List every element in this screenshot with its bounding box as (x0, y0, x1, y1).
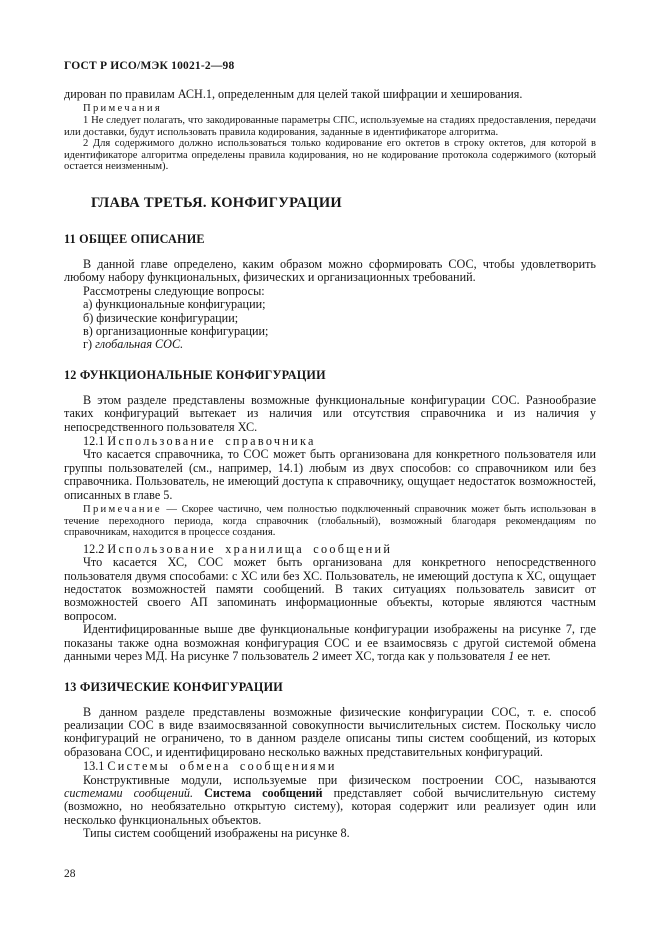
subsection-12-1-number: 12.1 (83, 434, 105, 449)
section-12-heading: 12 ФУНКЦИОНАЛЬНЫЕ КОНФИГУРАЦИИ (64, 367, 326, 382)
p13-part1: Конструктивные модули, используемые при физическом построении СОС, называются (83, 772, 596, 787)
subsection-12-1-paragraph: Что касается справочника, то СОС может быть организована для конкретного пользователя или группы пользователей (см., например, 14.1) любым из двух способов: со справочником или без справочника. Пользователь, не имеющий доступа к справочнику, ощущает недостаток возможностей, описанных в главе 5. (64, 447, 596, 502)
page-content (64, 60, 596, 841)
note-2: 2 Для содержимого должно использоваться только кодирование его октетов в строку октетов, для которой в идентификаторе алгоритма определены правила кодирования, но не кодирование протокола содержимого (который остается неизменным). (64, 138, 596, 173)
p2-part2: имеет ХС, тогда как у пользователя (318, 649, 509, 664)
note-label: Примечание (83, 504, 162, 516)
subsection-12-2-paragraph-1: Что касается ХС, СОС может быть организована для конкретного непосредственного пользователя двумя способами: с ХС или без ХС. Пользователь, не имеющий доступа к ХС, ощущает недостаток возможностей памяти сообщений. В таких ситуациях пользователь зависит от возможностей своего АП запоминать информационные объекты, которые являются частным вопросом. (64, 555, 596, 623)
section-12-paragraph-1: В этом разделе представлены возможные функциональные конфигурации СОС. Разнообразие таких конфигураций вытекает из наличия или отсутствия справочника и из наличия у непосредственного пользователя ХС. (64, 392, 596, 434)
user-2-reference: 2 (312, 649, 319, 664)
list-item-g-term: глобальная СОС. (95, 337, 184, 352)
section-11-paragraph-1: В данной главе определено, каким образом можно сформировать СОС, чтобы удовлетворить любому набору функциональных, физических и организационных требований. (64, 256, 596, 285)
subsection-13-1-paragraph (64, 774, 596, 828)
note-text: — Скорее частично, чем полностью подключенный справочник может быть использован в течение переходного периода, когда справочник (глобальный), возможный благодаря рекомендациям по справочникам, находится в процессе создания. (64, 504, 596, 539)
section-13-heading: 13 ФИЗИЧЕСКИЕ КОНФИГУРАЦИИ (64, 679, 283, 694)
section-11-heading: 11 ОБЩЕЕ ОПИСАНИЕ (64, 231, 205, 246)
term-message-system-bold: Система сообщений (193, 785, 334, 800)
p2-part3: ее нет. (514, 649, 551, 664)
subsection-12-2-paragraph-2 (64, 623, 596, 663)
subsection-12-2-heading (64, 543, 596, 556)
subsection-13-1-number: 13.1 (83, 759, 105, 774)
list-item-b: б) физические конфигурации; (83, 310, 239, 325)
subsection-13-1-heading (64, 760, 596, 773)
subsection-12-2-title-text: Использование хранилища сообщений (107, 541, 393, 556)
p13-part2: представляет собой вычислительную систему (возможно, но необязательно открытую систему), которая содержит или реализует один или несколько функциональных объектов. (64, 785, 596, 827)
list-item-g (64, 338, 596, 351)
list-item-v: в) организационные конфигурации; (83, 324, 269, 338)
p2-part1: Идентифицированные выше две функциональные конфигурации изображены на рисунке 7, где показаны также одна возможная конфигурация СОС и ее взаимосвязь с другой системой обмена данными через МД. На рисунке 7 пользователь (64, 622, 596, 664)
term-message-systems: системами сообщений. (64, 785, 194, 800)
note-1: 1 Не следует полагать, что закодированные параметры СПС, используемые на стадиях предоставления, передачи или доставки, будут использовать правила кодирования, заданные в идентификаторе алгоритма. (64, 115, 596, 138)
section-13-closing-paragraph: Типы систем сообщений изображены на рисунке 8. (83, 826, 350, 841)
paragraph-continuation: дирован по правилам АСН.1, определенным для целей такой шифрации и хеширования. (64, 87, 523, 101)
subsection-13-1-title-text: Системы обмена сообщениями (107, 759, 337, 774)
subsection-12-1-heading (64, 435, 596, 448)
list-item-a: а) функциональные конфигурации; (83, 297, 266, 312)
subsection-12-2-number: 12.2 (83, 541, 105, 556)
chapter-heading: ГЛАВА ТРЕТЬЯ. КОНФИГУРАЦИИ (91, 194, 342, 211)
subsection-12-1-title-text: Использование справочника (107, 434, 316, 449)
user-1-reference: 1 (508, 649, 515, 664)
section-11-paragraph-2: Рассмотрены следующие вопросы: (83, 283, 265, 298)
page-number: 28 (64, 868, 76, 880)
document-header: ГОСТ Р ИСО/МЭК 10021-2—98 (64, 60, 235, 72)
list-item-g-prefix: г) (83, 337, 96, 352)
section-13-paragraph-1: В данном разделе представлены возможные физические конфигурации СОС, т. е. способ реализации СОС в виде взаимосвязанной совокупности вычислительных систем. Поскольку число конфигураций не ограничено, то в данном разделе описаны типы систем сообщений, из которых образована СОС, и идентифицировано несколько важных представительных конфигураций. (64, 704, 596, 759)
notes-title (64, 103, 596, 115)
subsection-12-1-note (64, 504, 596, 539)
notes-title-text: Примечания (83, 103, 162, 115)
